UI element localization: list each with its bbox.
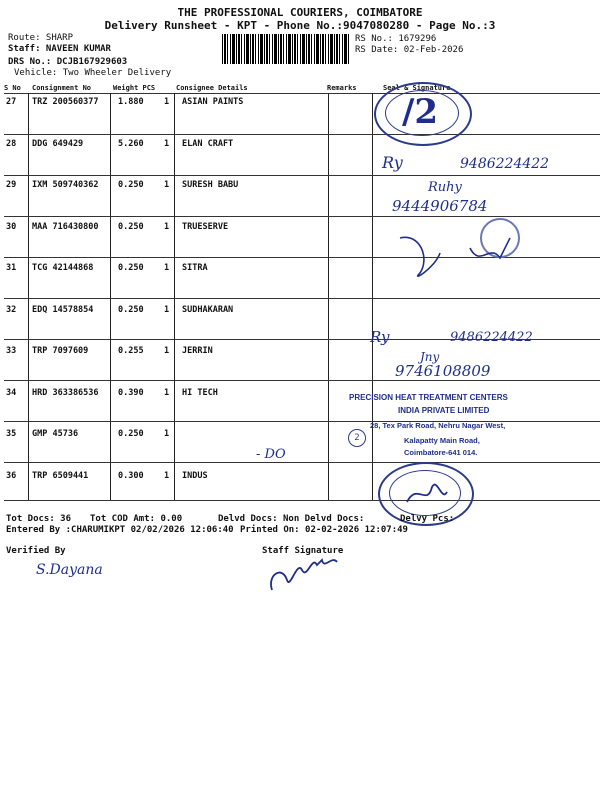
row-sno: 29 <box>6 180 17 190</box>
row-consignee: SURESH BABU <box>182 180 239 190</box>
row-weight: 1.880 <box>118 97 144 107</box>
row-weight: 0.250 <box>118 305 144 315</box>
drs-number: DRS No.: DCJB167929603 <box>8 57 128 67</box>
seal-signature-scribble <box>402 472 452 512</box>
verifier-signature: S.Dayana <box>36 562 103 578</box>
row-consignment: TRP 6509441 <box>32 471 89 481</box>
signature-mark: Ry <box>382 153 403 172</box>
row-sno: 27 <box>6 97 17 107</box>
row-pcs: 1 <box>164 97 170 107</box>
header-divider <box>4 93 600 94</box>
row-consignment: GMP 45736 <box>32 429 79 439</box>
staff-label: Staff: NAVEEN KUMAR <box>8 44 111 54</box>
row-consignment: HRD 363386536 <box>32 388 99 398</box>
row-weight: 0.255 <box>118 346 144 356</box>
row-divider <box>4 462 600 463</box>
precision-stamp-line: Coimbatore-641 014. <box>404 448 478 457</box>
row-consignment: TRZ 200560377 <box>32 97 99 107</box>
row-consignee: SUDHAKARAN <box>182 305 234 315</box>
signature-mark: Jny <box>420 350 440 364</box>
row-consignee: HI TECH <box>182 388 218 398</box>
row-consignment: TRP 7097609 <box>32 346 89 356</box>
staff-signature-label: Staff Signature <box>262 546 344 556</box>
entered-by: Entered By :CHARUMIKPT 02/02/2026 12:06:40 <box>6 525 234 535</box>
row-weight: 0.390 <box>118 388 144 398</box>
row-consignment: MAA 716430800 <box>32 222 99 232</box>
vehicle-label: Vehicle: Two Wheeler Delivery <box>14 68 172 78</box>
row-pcs: 1 <box>164 180 170 190</box>
runsheet-subtitle: Delivery Runsheet - KPT - Phone No.:9047080280 - Page No.:3 <box>104 19 496 32</box>
row-sno: 33 <box>6 346 17 356</box>
row-sno: 31 <box>6 263 17 273</box>
row-weight: 0.250 <box>118 180 144 190</box>
row-consignee: TRUESERVE <box>182 222 229 232</box>
grid-line <box>28 93 29 500</box>
signature-mark: Ry <box>370 328 390 346</box>
row-sno: 35 <box>6 429 17 439</box>
row-divider <box>4 216 600 217</box>
total-cod: Tot COD Amt: 0.00 <box>90 514 183 524</box>
signature-mark: Ruhy <box>428 180 462 195</box>
row-divider <box>4 421 600 422</box>
row-consignee: JERRIN <box>182 346 213 356</box>
grid-line <box>174 93 175 500</box>
row-divider <box>4 298 600 299</box>
precision-stamp-line: Kalapatty Main Road, <box>404 436 480 445</box>
ditto-mark: - DO <box>256 447 286 462</box>
seal-signature-mark: /2 <box>402 92 439 132</box>
row-pcs: 1 <box>164 429 170 439</box>
route-label: Route: SHARP <box>8 33 74 43</box>
staff-signature-scribble <box>262 550 342 596</box>
row-consignment: DDG 649429 <box>32 139 84 149</box>
row-pcs: 1 <box>164 471 170 481</box>
row-divider <box>4 134 600 135</box>
row-consignee: ASIAN PAINTS <box>182 97 244 107</box>
row-sno: 34 <box>6 388 17 398</box>
grid-line <box>328 93 329 500</box>
col-consignee: Consignee Details <box>176 84 248 92</box>
total-docs: Tot Docs: 36 <box>6 514 72 524</box>
signature-scribble <box>380 228 530 288</box>
handwritten-phone: 9746108809 <box>395 362 491 380</box>
row-sno: 36 <box>6 471 17 481</box>
rs-number: RS No.: 1679296 <box>355 34 437 44</box>
row-consignee: INDUS <box>182 471 208 481</box>
delivered-docs: Delvd Docs: <box>218 514 278 524</box>
barcode <box>222 34 350 64</box>
row-pcs: 1 <box>164 388 170 398</box>
row-weight: 0.250 <box>118 263 144 273</box>
row-divider <box>4 175 600 176</box>
non-delivered-docs: Non Delvd Docs: <box>283 514 365 524</box>
row-weight: 5.260 <box>118 139 144 149</box>
row-consignee: ELAN CRAFT <box>182 139 234 149</box>
row-pcs: 1 <box>164 346 170 356</box>
grid-line <box>372 93 373 500</box>
company-title: THE PROFESSIONAL COURIERS, COIMBATORE <box>177 6 423 19</box>
col-consignment: Consignment No <box>32 84 92 92</box>
row-weight: 0.250 <box>118 222 144 232</box>
grid-line <box>110 93 111 500</box>
col-signature: Seal & Signature <box>383 84 451 92</box>
precision-stamp-line: INDIA PRIVATE LIMITED <box>398 406 490 415</box>
rs-date: RS Date: 02-Feb-2026 <box>355 45 464 55</box>
verified-by-label: Verified By <box>6 546 66 556</box>
circled-number: 2 <box>348 429 366 447</box>
row-weight: 0.250 <box>118 429 144 439</box>
row-sno: 30 <box>6 222 17 232</box>
row-consignee: SITRA <box>182 263 208 273</box>
precision-stamp-line: PRECISION HEAT TREATMENT CENTERS <box>349 393 508 402</box>
row-pcs: 1 <box>164 263 170 273</box>
handwritten-phone: 9444906784 <box>392 197 488 215</box>
row-pcs: 1 <box>164 305 170 315</box>
handwritten-phone: 9486224422 <box>460 156 550 172</box>
row-pcs: 1 <box>164 139 170 149</box>
row-divider <box>4 380 600 381</box>
row-sno: 32 <box>6 305 17 315</box>
asian-paints-seal <box>374 82 472 146</box>
printed-on: Printed On: 02-02-2026 12:07:49 <box>240 525 408 535</box>
row-consignment: EDQ 14578854 <box>32 305 94 315</box>
row-sno: 28 <box>6 139 17 149</box>
row-consignment: TCG 42144868 <box>32 263 94 273</box>
delivery-pcs: Delvy Pcs: <box>400 514 455 524</box>
precision-stamp-line: 28, Tex Park Road, Nehru Nagar West, <box>370 421 506 430</box>
handwritten-phone: 9486224422 <box>450 330 533 345</box>
row-weight: 0.300 <box>118 471 144 481</box>
col-weight-pcs: Weight PCS <box>113 84 156 92</box>
table-bottom <box>4 500 600 501</box>
col-sno: S No <box>4 84 21 92</box>
row-pcs: 1 <box>164 222 170 232</box>
row-consignment: IXM 509740362 <box>32 180 99 190</box>
col-remarks: Remarks <box>327 84 357 92</box>
